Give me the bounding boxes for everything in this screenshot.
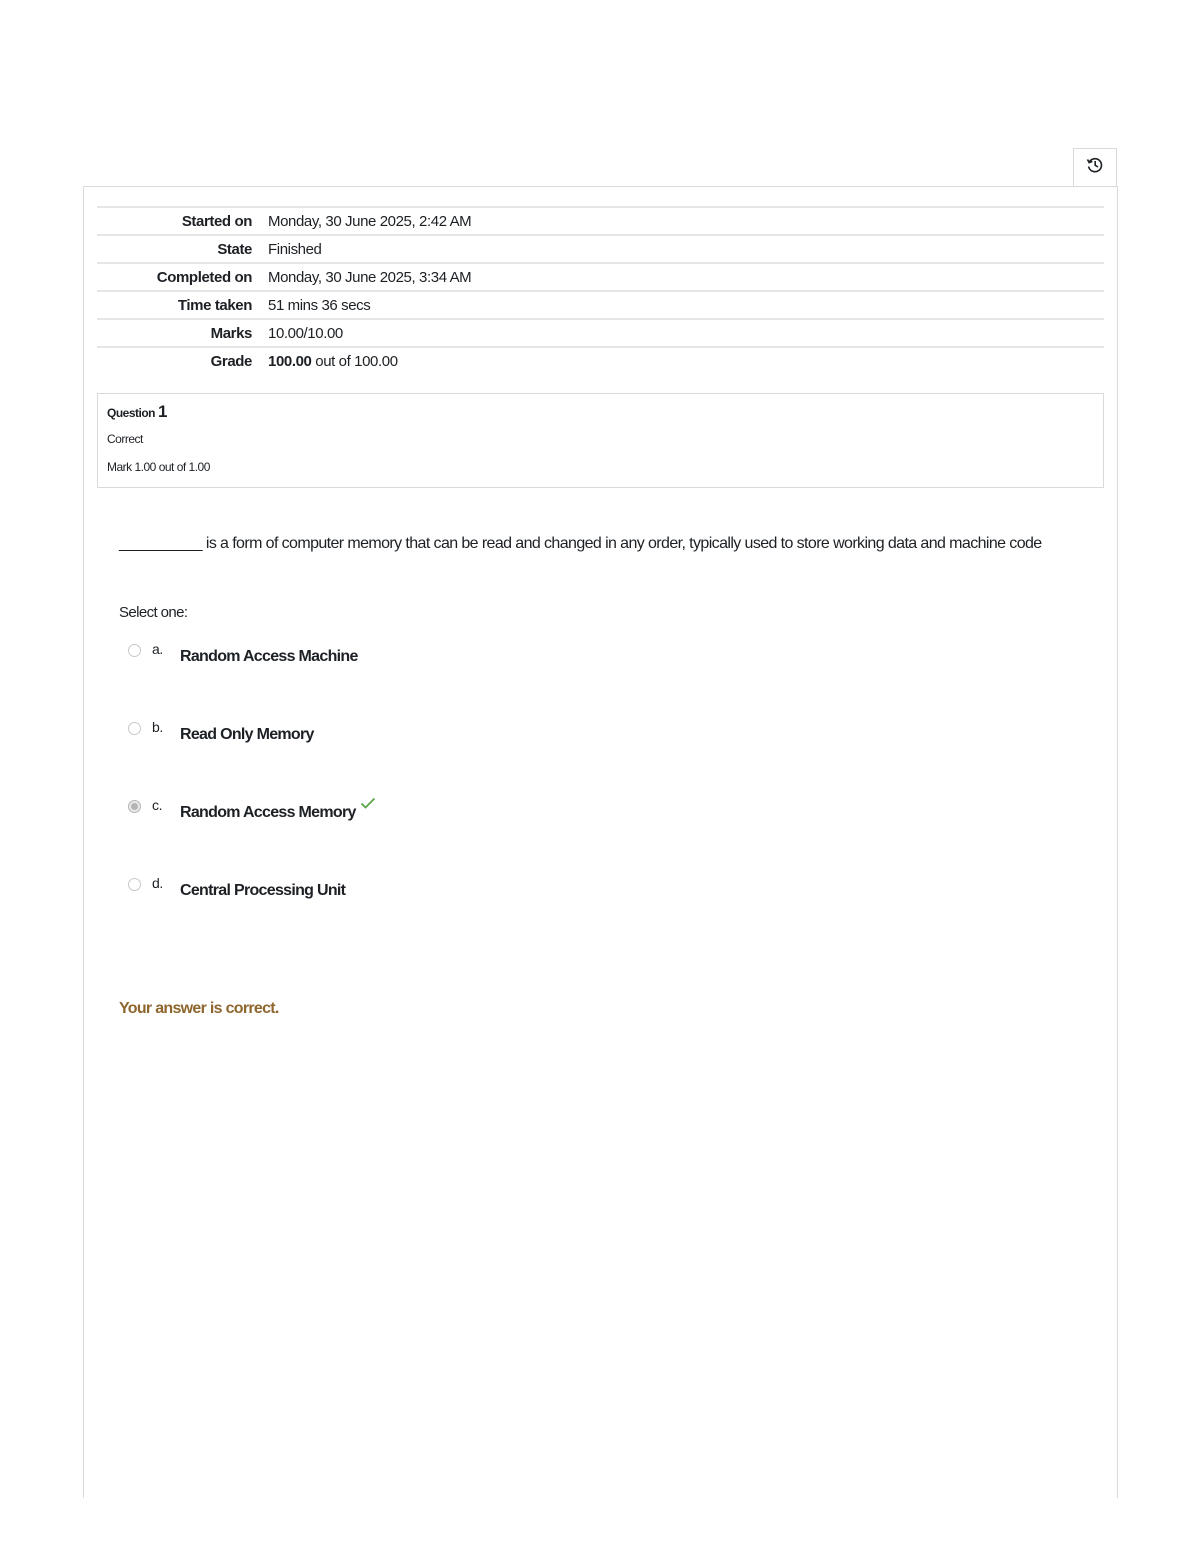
- answer-option-d[interactable]: [128, 875, 528, 908]
- option-letter: b.: [152, 719, 163, 735]
- option-letter: c.: [152, 797, 163, 813]
- summary-label: Completed on: [156, 268, 252, 286]
- summary-label: Time taken: [177, 296, 252, 314]
- radio-button[interactable]: [128, 722, 141, 735]
- question-grade: Mark 1.00 out of 1.00: [107, 460, 210, 474]
- summary-value: [268, 347, 1104, 375]
- summary-value: Monday, 30 June 2025, 2:42 AM: [268, 212, 472, 230]
- summary-row-time-taken: [97, 291, 1104, 319]
- option-label: Random Access Machine: [180, 648, 358, 665]
- answer-option-b[interactable]: [128, 719, 528, 752]
- summary-row-grade: [97, 347, 1104, 375]
- question-text: [119, 532, 1049, 556]
- question-number-value: 1: [158, 402, 167, 421]
- grade-value: 100.00: [268, 353, 312, 370]
- answer-option-c[interactable]: [128, 797, 528, 830]
- option-label: Read Only Memory: [180, 726, 314, 743]
- summary-value: Finished: [268, 240, 322, 258]
- radio-button[interactable]: [128, 878, 141, 891]
- question-number: [107, 402, 167, 422]
- quiz-summary-table: [97, 206, 1104, 375]
- summary-row-started: [97, 207, 1104, 235]
- option-label-wrap: [180, 804, 376, 822]
- question-body: is a form of computer memory that can be read and changed in any order, typically used to store working data and machine code: [205, 535, 1042, 552]
- radio-button[interactable]: [128, 644, 141, 657]
- check-icon: [360, 796, 376, 814]
- feedback-message: Your answer is correct.: [119, 1000, 279, 1017]
- history-icon: [1086, 156, 1104, 179]
- summary-row-state: [97, 235, 1104, 263]
- summary-value: 10.00/10.00: [268, 324, 343, 342]
- grade-out-of: out of 100.00: [315, 353, 398, 370]
- question-label: Question: [107, 406, 156, 420]
- option-letter: a.: [152, 641, 163, 657]
- radio-button-selected[interactable]: [128, 800, 141, 813]
- summary-label: State: [217, 240, 252, 258]
- answer-option-a[interactable]: [128, 641, 528, 674]
- question-state: Correct: [107, 432, 143, 446]
- option-label: Random Access Memory: [180, 804, 356, 821]
- history-button[interactable]: [1073, 148, 1117, 186]
- select-prompt: Select one:: [119, 604, 188, 621]
- summary-value: 51 mins 36 secs: [268, 296, 371, 314]
- summary-value: Monday, 30 June 2025, 3:34 AM: [268, 268, 472, 286]
- option-label: Central Processing Unit: [180, 882, 346, 899]
- option-letter: d.: [152, 875, 163, 891]
- question-blank: __________: [119, 535, 202, 552]
- summary-label: Started on: [181, 212, 252, 230]
- summary-row-marks: [97, 319, 1104, 347]
- summary-row-completed: [97, 263, 1104, 291]
- summary-label: Grade: [210, 353, 252, 370]
- summary-label: Marks: [210, 324, 252, 342]
- review-container: [83, 186, 1118, 1498]
- question-info: [97, 393, 1104, 488]
